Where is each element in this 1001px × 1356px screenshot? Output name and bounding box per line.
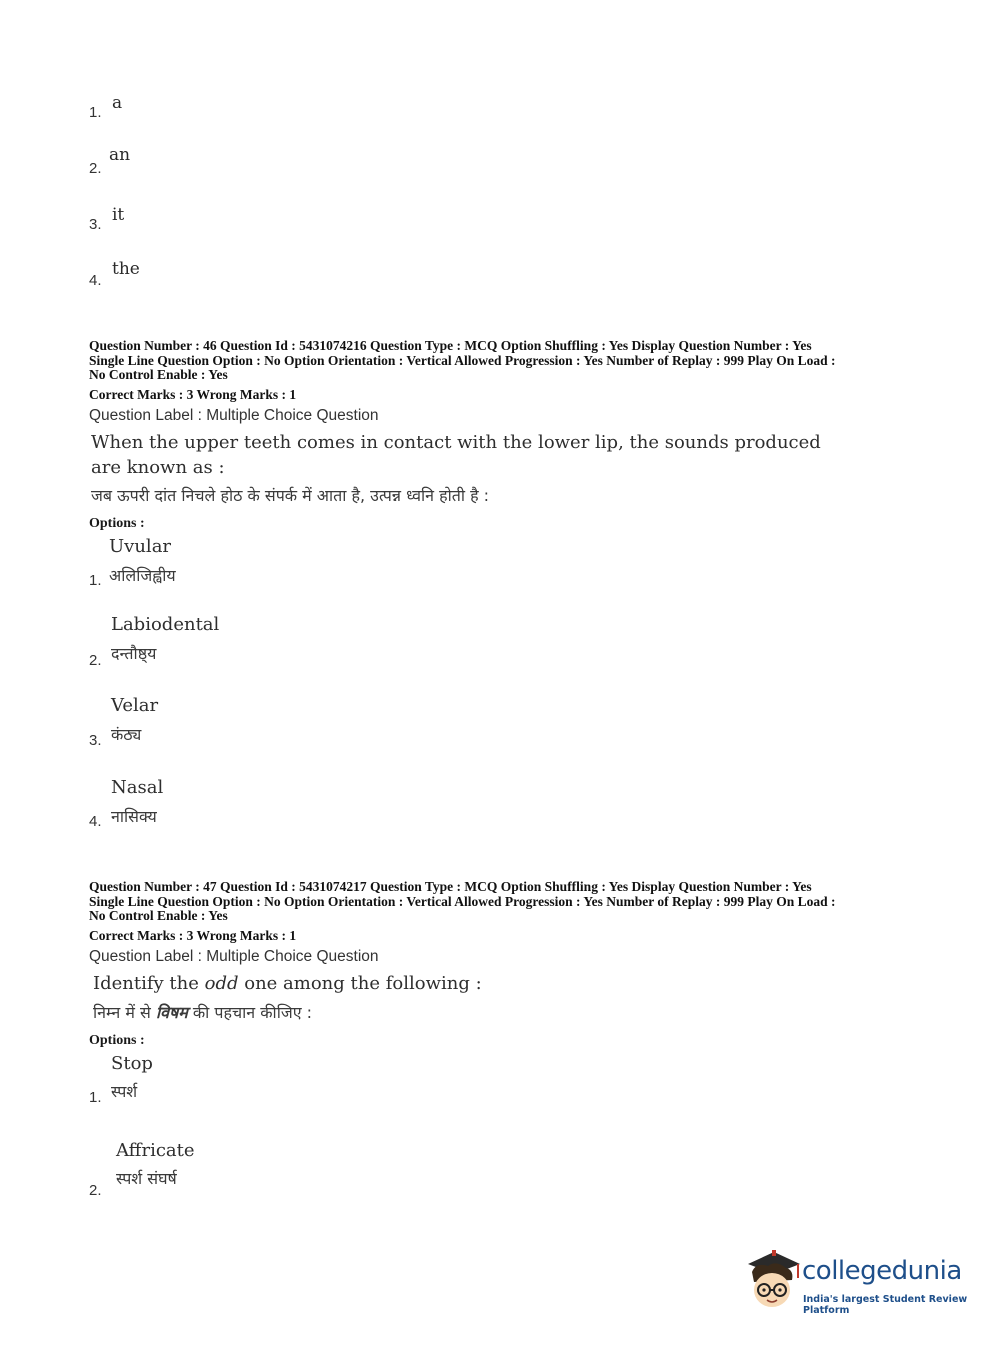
option-hindi: स्पर्श संघर्ष xyxy=(116,1169,177,1188)
question-label: Question Label : Multiple Choice Question xyxy=(89,407,379,424)
option-hindi: स्पर्श xyxy=(111,1082,138,1101)
question-marks: Correct Marks : 3 Wrong Marks : 1 xyxy=(89,928,297,943)
option-hindi: अलिजिह्वीय xyxy=(109,566,176,585)
meta-line: Single Line Question Option : No Option Orientation : Vertical Allowed Progression : Yes Number of Replay : 999 Play On Load : xyxy=(89,893,836,909)
option-english: Stop xyxy=(111,1053,153,1074)
text-segment: की पहचान कीजिए : xyxy=(187,1003,313,1022)
option-english: Nasal xyxy=(111,777,164,798)
option-number: 1. xyxy=(89,1089,102,1106)
text-segment: निम्न में से xyxy=(93,1003,156,1022)
meta-line: No Control Enable : Yes xyxy=(89,367,228,382)
question-label: Question Label : Multiple Choice Question xyxy=(89,948,379,965)
option-hindi: दन्तौष्ठ्य xyxy=(111,644,157,663)
option-text: a xyxy=(112,93,123,113)
question-meta xyxy=(89,339,919,383)
option-english: Uvular xyxy=(109,536,172,557)
question-marks: Correct Marks : 3 Wrong Marks : 1 xyxy=(89,387,297,402)
option-number: 3. xyxy=(89,732,102,749)
emphasis-odd: odd xyxy=(204,973,239,994)
option-hindi: कंठ्य xyxy=(111,725,142,744)
option-english: Velar xyxy=(111,695,159,716)
options-title: Options : xyxy=(89,516,145,531)
option-number: 2. xyxy=(89,160,102,177)
option-english: Labiodental xyxy=(111,614,220,635)
text-segment: one among the following : xyxy=(238,973,482,994)
collegedunia-logo[interactable] xyxy=(742,1250,972,1320)
question-meta xyxy=(89,880,919,924)
text-segment: Identify the xyxy=(93,973,205,994)
option-hindi: नासिक्य xyxy=(111,807,157,826)
option-number: 1. xyxy=(89,572,102,589)
option-text: an xyxy=(109,145,131,165)
option-number: 1. xyxy=(89,104,102,121)
mascot-icon xyxy=(742,1250,802,1312)
question-text-english xyxy=(93,973,482,994)
meta-line: Question Number : 46 Question Id : 5431074216 Question Type : MCQ Option Shuffling : Yes Display Question Number : Yes xyxy=(89,338,812,353)
question-text-hindi xyxy=(93,1001,312,1023)
meta-line: Question Number : 47 Question Id : 5431074217 Question Type : MCQ Option Shuffling : Yes Display Question Number : Yes xyxy=(89,879,812,894)
meta-line: No Control Enable : Yes xyxy=(89,908,228,923)
option-number: 2. xyxy=(89,1182,102,1199)
option-number: 2. xyxy=(89,652,102,669)
logo-tagline: India's largest Student Review Platform xyxy=(803,1294,968,1316)
option-text: the xyxy=(112,259,140,279)
option-text: it xyxy=(112,205,125,225)
option-number: 4. xyxy=(89,813,102,830)
question-text-hindi: जब ऊपरी दांत निचले होठ के संपर्क में आता है, उत्पन्न ध्वनि होती है : xyxy=(91,486,490,505)
option-english: Affricate xyxy=(116,1140,195,1161)
logo-wordmark: collegedunia xyxy=(802,1256,962,1286)
meta-line: Single Line Question Option : No Option Orientation : Vertical Allowed Progression : Yes Number of Replay : 999 Play On Load : xyxy=(89,352,836,368)
option-number: 4. xyxy=(89,272,102,289)
emphasis-visham: विषम xyxy=(155,1003,188,1022)
options-title: Options : xyxy=(89,1033,145,1048)
question-text-english: are known as : xyxy=(91,457,225,478)
option-number: 3. xyxy=(89,216,102,233)
question-text-english: When the upper teeth comes in contact with the lower lip, the sounds produced xyxy=(91,432,821,453)
